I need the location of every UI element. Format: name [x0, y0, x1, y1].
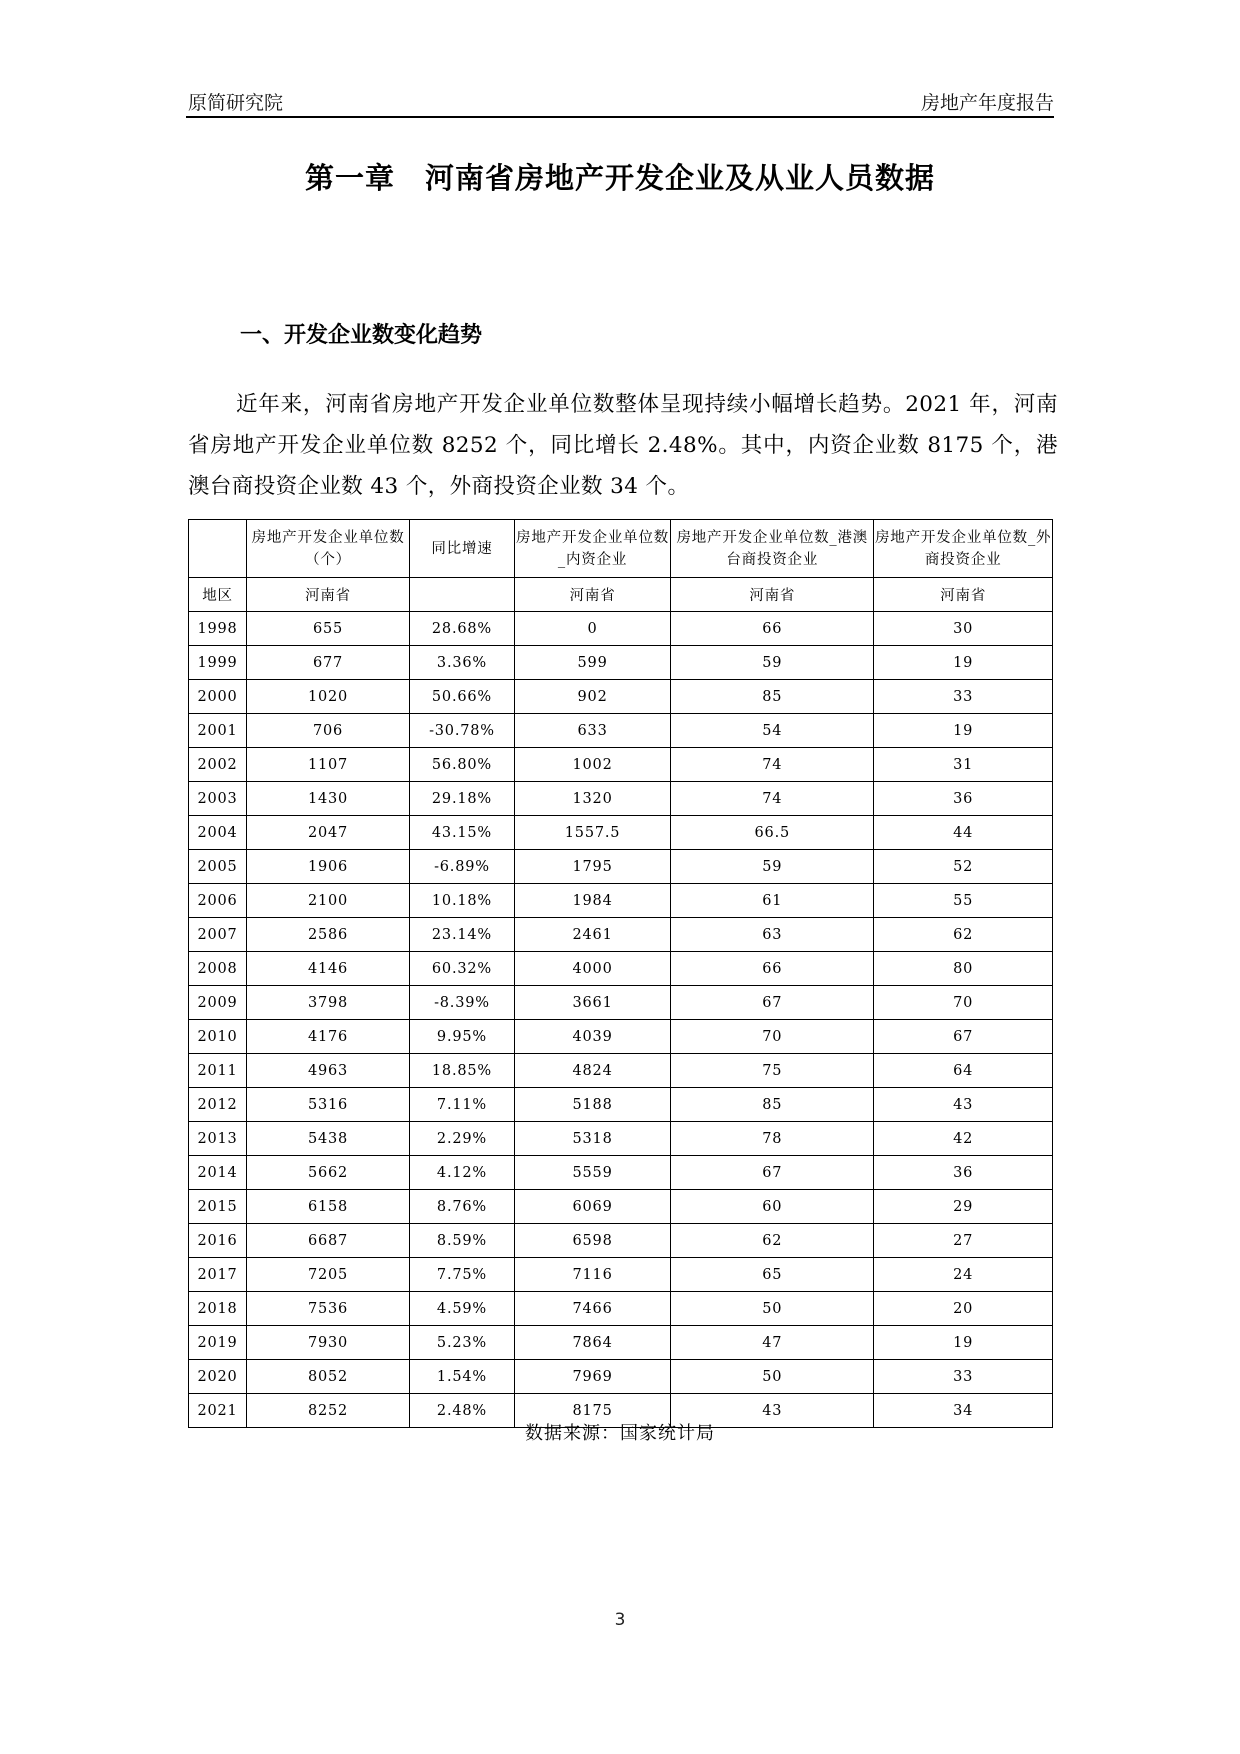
table-cell: 3.36%	[410, 646, 515, 680]
table-cell: 27	[874, 1224, 1053, 1258]
table-cell: 29.18%	[410, 782, 515, 816]
table-cell: 70	[874, 986, 1053, 1020]
table-subheader-cell	[410, 578, 515, 612]
table-row	[189, 748, 1053, 782]
table-header-row	[189, 520, 1053, 578]
table-subheader-cell: 地区	[189, 578, 247, 612]
table-cell: 7969	[514, 1360, 670, 1394]
table-row	[189, 1258, 1053, 1292]
table-year-cell: 2015	[189, 1190, 247, 1224]
table-cell: 0	[514, 612, 670, 646]
header-report-title: 房地产年度报告	[920, 92, 1054, 114]
table-cell: 1002	[514, 748, 670, 782]
table-cell: 43.15%	[410, 816, 515, 850]
table-row	[189, 952, 1053, 986]
table-cell: 4.12%	[410, 1156, 515, 1190]
table-cell: 5188	[514, 1088, 670, 1122]
table-row	[189, 1360, 1053, 1394]
table-subheader-cell: 河南省	[671, 578, 874, 612]
table-cell: 4824	[514, 1054, 670, 1088]
chapter-title: 第一章 河南省房地产开发企业及从业人员数据	[304, 161, 935, 195]
table-cell: 42	[874, 1122, 1053, 1156]
table-cell: 9.95%	[410, 1020, 515, 1054]
table-cell: 66	[671, 612, 874, 646]
table-subheader-cell: 河南省	[874, 578, 1053, 612]
table-cell: 5316	[247, 1088, 410, 1122]
table-cell: 7536	[247, 1292, 410, 1326]
table-header-cell: 房地产开发企业单位数（个）	[247, 520, 410, 578]
table-year-cell: 2004	[189, 816, 247, 850]
table-year-cell: 1999	[189, 646, 247, 680]
table-cell: 1320	[514, 782, 670, 816]
table-year-cell: 2001	[189, 714, 247, 748]
header-divider	[186, 116, 1054, 118]
table-cell: -6.89%	[410, 850, 515, 884]
table-year-cell: 2020	[189, 1360, 247, 1394]
table-cell: 8.76%	[410, 1190, 515, 1224]
table-cell: 3798	[247, 986, 410, 1020]
table-row	[189, 884, 1053, 918]
table-cell: 1430	[247, 782, 410, 816]
table-cell: 6687	[247, 1224, 410, 1258]
table-year-cell: 2006	[189, 884, 247, 918]
table-cell: 75	[671, 1054, 874, 1088]
table-cell: 1557.5	[514, 816, 670, 850]
table-cell: 28.68%	[410, 612, 515, 646]
table-cell: 2100	[247, 884, 410, 918]
table-cell: 677	[247, 646, 410, 680]
table-cell: 1020	[247, 680, 410, 714]
table-cell: 5559	[514, 1156, 670, 1190]
table-cell: 30	[874, 612, 1053, 646]
table-row	[189, 1190, 1053, 1224]
table-cell: 633	[514, 714, 670, 748]
table-cell: 3661	[514, 986, 670, 1020]
table-cell: 19	[874, 1326, 1053, 1360]
table-row	[189, 1088, 1053, 1122]
table-cell: 80	[874, 952, 1053, 986]
section-title: 一、开发企业数变化趋势	[240, 323, 483, 348]
table-header-cell: 房地产开发企业单位数_港澳台商投资企业	[671, 520, 874, 578]
table-year-cell: 2000	[189, 680, 247, 714]
table-cell: 599	[514, 646, 670, 680]
table-row	[189, 782, 1053, 816]
table-cell: 2.48%	[410, 1394, 515, 1428]
table-cell: 6158	[247, 1190, 410, 1224]
table-cell: 61	[671, 884, 874, 918]
table-cell: 1795	[514, 850, 670, 884]
table-cell: 33	[874, 1360, 1053, 1394]
table-cell: 1.54%	[410, 1360, 515, 1394]
table-subheader-cell: 河南省	[514, 578, 670, 612]
table-cell: 1906	[247, 850, 410, 884]
table-row	[189, 1020, 1053, 1054]
table-year-cell: 2008	[189, 952, 247, 986]
table-cell: 70	[671, 1020, 874, 1054]
table-row	[189, 1292, 1053, 1326]
table-cell: 60	[671, 1190, 874, 1224]
table-cell: 44	[874, 816, 1053, 850]
table-year-cell: 2018	[189, 1292, 247, 1326]
table-cell: 43	[671, 1394, 874, 1428]
table-cell: 4000	[514, 952, 670, 986]
table-cell: 43	[874, 1088, 1053, 1122]
table-year-cell: 2013	[189, 1122, 247, 1156]
table-cell: 7864	[514, 1326, 670, 1360]
table-cell: 64	[874, 1054, 1053, 1088]
table-row	[189, 646, 1053, 680]
table-year-cell: 2011	[189, 1054, 247, 1088]
table-row	[189, 1122, 1053, 1156]
table-cell: 2586	[247, 918, 410, 952]
data-source-note: 数据来源：国家统计局	[525, 1423, 715, 1444]
table-cell: 63	[671, 918, 874, 952]
table-cell: 65	[671, 1258, 874, 1292]
table-cell: 706	[247, 714, 410, 748]
table-cell: 59	[671, 646, 874, 680]
table-cell: 62	[671, 1224, 874, 1258]
table-cell: 60.32%	[410, 952, 515, 986]
table-year-cell: 2021	[189, 1394, 247, 1428]
table-cell: 19	[874, 646, 1053, 680]
table-cell: 34	[874, 1394, 1053, 1428]
table-cell: 55	[874, 884, 1053, 918]
table-cell: 50	[671, 1360, 874, 1394]
table-row	[189, 612, 1053, 646]
table-cell: 36	[874, 1156, 1053, 1190]
table-cell: 7.75%	[410, 1258, 515, 1292]
table-row	[189, 918, 1053, 952]
table-year-cell: 2005	[189, 850, 247, 884]
table-cell: 67	[874, 1020, 1053, 1054]
table-header-cell: 同比增速	[410, 520, 515, 578]
table-cell: 62	[874, 918, 1053, 952]
table-cell: 23.14%	[410, 918, 515, 952]
table-cell: 5.23%	[410, 1326, 515, 1360]
table-cell: 4039	[514, 1020, 670, 1054]
table-cell: 2047	[247, 816, 410, 850]
table-cell: 66.5	[671, 816, 874, 850]
page-number: 3	[614, 1610, 626, 1630]
table-row	[189, 1224, 1053, 1258]
table-cell: 2.29%	[410, 1122, 515, 1156]
table-cell: 4.59%	[410, 1292, 515, 1326]
table-cell: 56.80%	[410, 748, 515, 782]
table-cell: 902	[514, 680, 670, 714]
table-cell: 1107	[247, 748, 410, 782]
data-table	[188, 519, 1053, 1428]
table-cell: 54	[671, 714, 874, 748]
table-cell: 4963	[247, 1054, 410, 1088]
table-cell: 67	[671, 1156, 874, 1190]
table-year-cell: 2014	[189, 1156, 247, 1190]
table-row	[189, 680, 1053, 714]
table-cell: 7205	[247, 1258, 410, 1292]
table-subheader-cell: 河南省	[247, 578, 410, 612]
table-cell: 10.18%	[410, 884, 515, 918]
table-year-cell: 2017	[189, 1258, 247, 1292]
table-cell: 655	[247, 612, 410, 646]
table-cell: 66	[671, 952, 874, 986]
table-header-cell	[189, 520, 247, 578]
table-year-cell: 2012	[189, 1088, 247, 1122]
table-cell: 5318	[514, 1122, 670, 1156]
table-cell: 29	[874, 1190, 1053, 1224]
table-cell: 59	[671, 850, 874, 884]
table-cell: 50.66%	[410, 680, 515, 714]
table-cell: 24	[874, 1258, 1053, 1292]
table-cell: 7466	[514, 1292, 670, 1326]
table-cell: 50	[671, 1292, 874, 1326]
table-year-cell: 2003	[189, 782, 247, 816]
table-header-cell: 房地产开发企业单位数_内资企业	[514, 520, 670, 578]
table-cell: 4146	[247, 952, 410, 986]
header-org-name: 原简研究院	[188, 92, 284, 114]
table-cell: 85	[671, 1088, 874, 1122]
table-cell: 7.11%	[410, 1088, 515, 1122]
table-row	[189, 1054, 1053, 1088]
table-row	[189, 714, 1053, 748]
table-row	[189, 850, 1053, 884]
table-cell: -8.39%	[410, 986, 515, 1020]
table-cell: 5438	[247, 1122, 410, 1156]
table-row	[189, 816, 1053, 850]
table-cell: 8252	[247, 1394, 410, 1428]
table-cell: 18.85%	[410, 1054, 515, 1088]
table-cell: 47	[671, 1326, 874, 1360]
table-year-cell: 2010	[189, 1020, 247, 1054]
table-year-cell: 2016	[189, 1224, 247, 1258]
table-header-cell: 房地产开发企业单位数_外商投资企业	[874, 520, 1053, 578]
table-cell: 7930	[247, 1326, 410, 1360]
table-cell: 20	[874, 1292, 1053, 1326]
table-cell: 6069	[514, 1190, 670, 1224]
body-paragraph: 近年来，河南省房地产开发企业单位数整体呈现持续小幅增长趋势。2021 年，河南省房地产开发企业单位数 8252 个，同比增长 2.48%。其中，内资企业数 8175 个，港澳台商投资企业数 43 个，外商投资企业数 34 个。	[188, 392, 1058, 499]
table-cell: 1984	[514, 884, 670, 918]
table-cell: 2461	[514, 918, 670, 952]
table-row	[189, 1326, 1053, 1360]
table-cell: 7116	[514, 1258, 670, 1292]
table-row	[189, 1156, 1053, 1190]
table-year-cell: 2019	[189, 1326, 247, 1360]
table-cell: 8052	[247, 1360, 410, 1394]
table-cell: 36	[874, 782, 1053, 816]
table-cell: -30.78%	[410, 714, 515, 748]
table-cell: 67	[671, 986, 874, 1020]
table-cell: 5662	[247, 1156, 410, 1190]
table-cell: 74	[671, 748, 874, 782]
table-cell: 4176	[247, 1020, 410, 1054]
table-cell: 19	[874, 714, 1053, 748]
table-cell: 85	[671, 680, 874, 714]
table-row	[189, 986, 1053, 1020]
table-cell: 33	[874, 680, 1053, 714]
table-cell: 8175	[514, 1394, 670, 1428]
table-cell: 31	[874, 748, 1053, 782]
table-cell: 6598	[514, 1224, 670, 1258]
table-cell: 52	[874, 850, 1053, 884]
table-cell: 78	[671, 1122, 874, 1156]
table-cell: 74	[671, 782, 874, 816]
table-year-cell: 2002	[189, 748, 247, 782]
table-year-cell: 2009	[189, 986, 247, 1020]
table-cell: 8.59%	[410, 1224, 515, 1258]
table-year-cell: 1998	[189, 612, 247, 646]
table-year-cell: 2007	[189, 918, 247, 952]
table-subheader-row	[189, 578, 1053, 612]
